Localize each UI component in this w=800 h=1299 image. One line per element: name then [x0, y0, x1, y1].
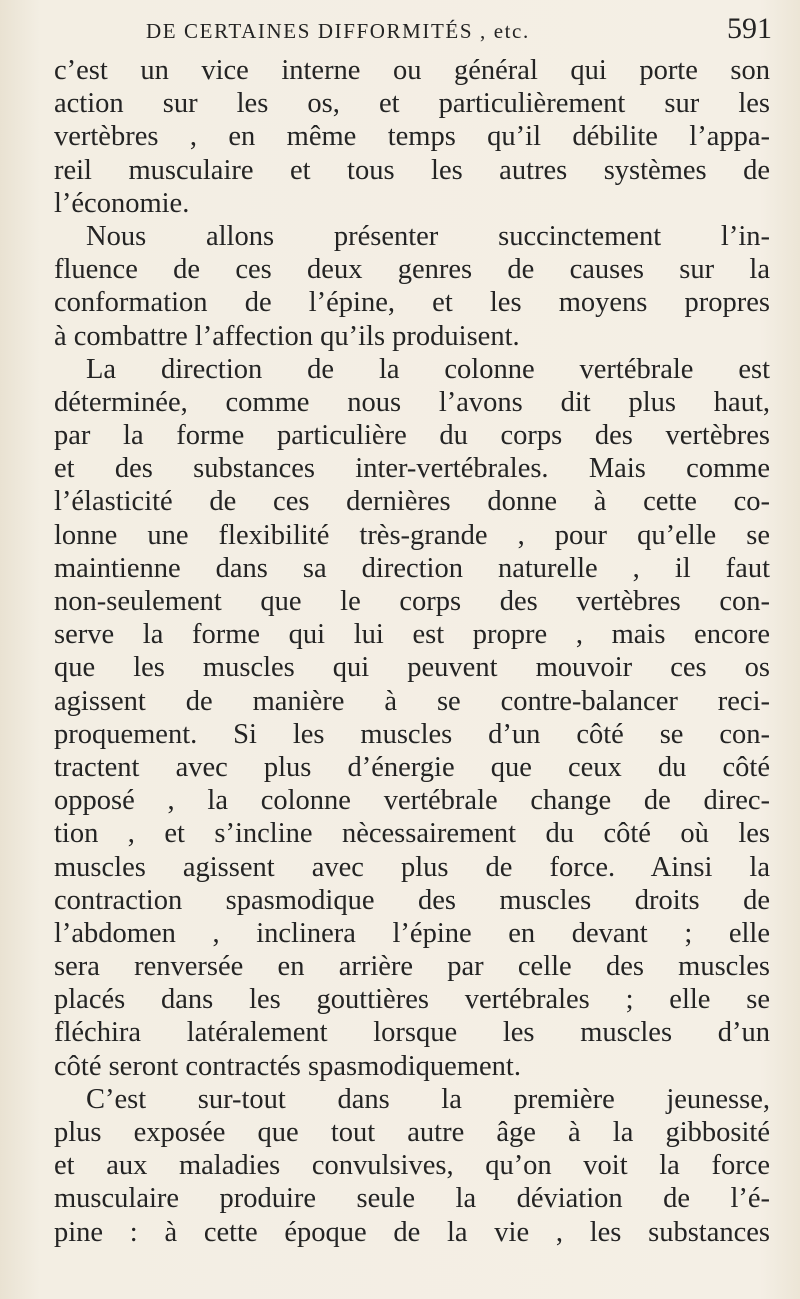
text-line: tion , et s’incline nècessairement du côté où les	[54, 818, 770, 850]
text-line: fléchira latéralement lorsque les muscles d’un	[54, 1017, 770, 1049]
running-title: DE CERTAINES DIFFORMITÉS , etc.	[146, 19, 530, 43]
text-line: opposé , la colonne vertébrale change de direc-	[54, 785, 770, 817]
text-line: côté seront contractés spasmodiquement.	[54, 1050, 521, 1082]
text-line: musculaire produire seule la déviation de l’é-	[54, 1183, 770, 1215]
text-line: fluence de ces deux genres de causes sur la	[54, 254, 770, 286]
text-line: reil musculaire et tous les autres systèmes de	[54, 154, 770, 186]
text-line: placés dans les gouttières vertébrales ; elle se	[54, 984, 770, 1016]
text-line: action sur les os, et particulièrement sur les	[54, 88, 770, 120]
text-line: non-seulement que le corps des vertèbres con-	[54, 586, 770, 617]
text-line: vertèbres , en même temps qu’il débilite l’appa-	[54, 121, 770, 153]
text-line: l’élasticité de ces dernières donne à cette co-	[54, 486, 770, 518]
text-line: par la forme particulière du corps des vertèbres	[54, 420, 770, 452]
text-line: tractent avec plus d’énergie que ceux du côté	[54, 751, 770, 783]
text-line: agissent de manière à se contre-balancer reci-	[54, 685, 770, 717]
text-line: c’est un vice interne ou général qui porte son	[54, 55, 770, 86]
running-head	[146, 12, 782, 52]
text-line: et aux maladies convulsives, qu’on voit la force	[54, 1150, 770, 1182]
text-line: La direction de la colonne vertébrale est	[86, 353, 770, 385]
text-line: déterminée, comme nous l’avons dit plus haut,	[54, 386, 770, 418]
text-line: conformation de l’épine, et les moyens propres	[54, 287, 770, 319]
text-line: pine : à cette époque de la vie , les substances	[54, 1216, 770, 1248]
text-line: sera renversée en arrière par celle des muscles	[54, 951, 770, 983]
body-text	[54, 54, 770, 1249]
text-line: l’économie.	[54, 187, 190, 219]
text-line: serve la forme qui lui est propre , mais encore	[54, 619, 770, 651]
text-line: C’est sur-tout dans la première jeunesse,	[86, 1083, 770, 1115]
text-line: muscles agissent avec plus de force. Ainsi la	[54, 851, 770, 883]
text-line: que les muscles qui peuvent mouvoir ces os	[54, 652, 770, 684]
text-line: Nous allons présenter succinctement l’in-	[86, 220, 770, 252]
text-line: contraction spasmodique des muscles droits de	[54, 884, 770, 916]
text-line: l’abdomen , inclinera l’épine en devant ; elle	[54, 917, 770, 949]
text-line: et des substances inter-vertébrales. Mais comme	[54, 453, 770, 485]
text-line: à combattre l’affection qu’ils produisent.	[54, 320, 520, 352]
text-line: maintienne dans sa direction naturelle , il faut	[54, 552, 770, 584]
text-line: lonne une flexibilité très-grande , pour qu’elle se	[54, 519, 770, 551]
text-line: plus exposée que tout autre âge à la gibbosité	[54, 1117, 770, 1148]
page-number: 591	[727, 12, 772, 45]
text-line: proquement. Si les muscles d’un côté se con-	[54, 718, 770, 750]
